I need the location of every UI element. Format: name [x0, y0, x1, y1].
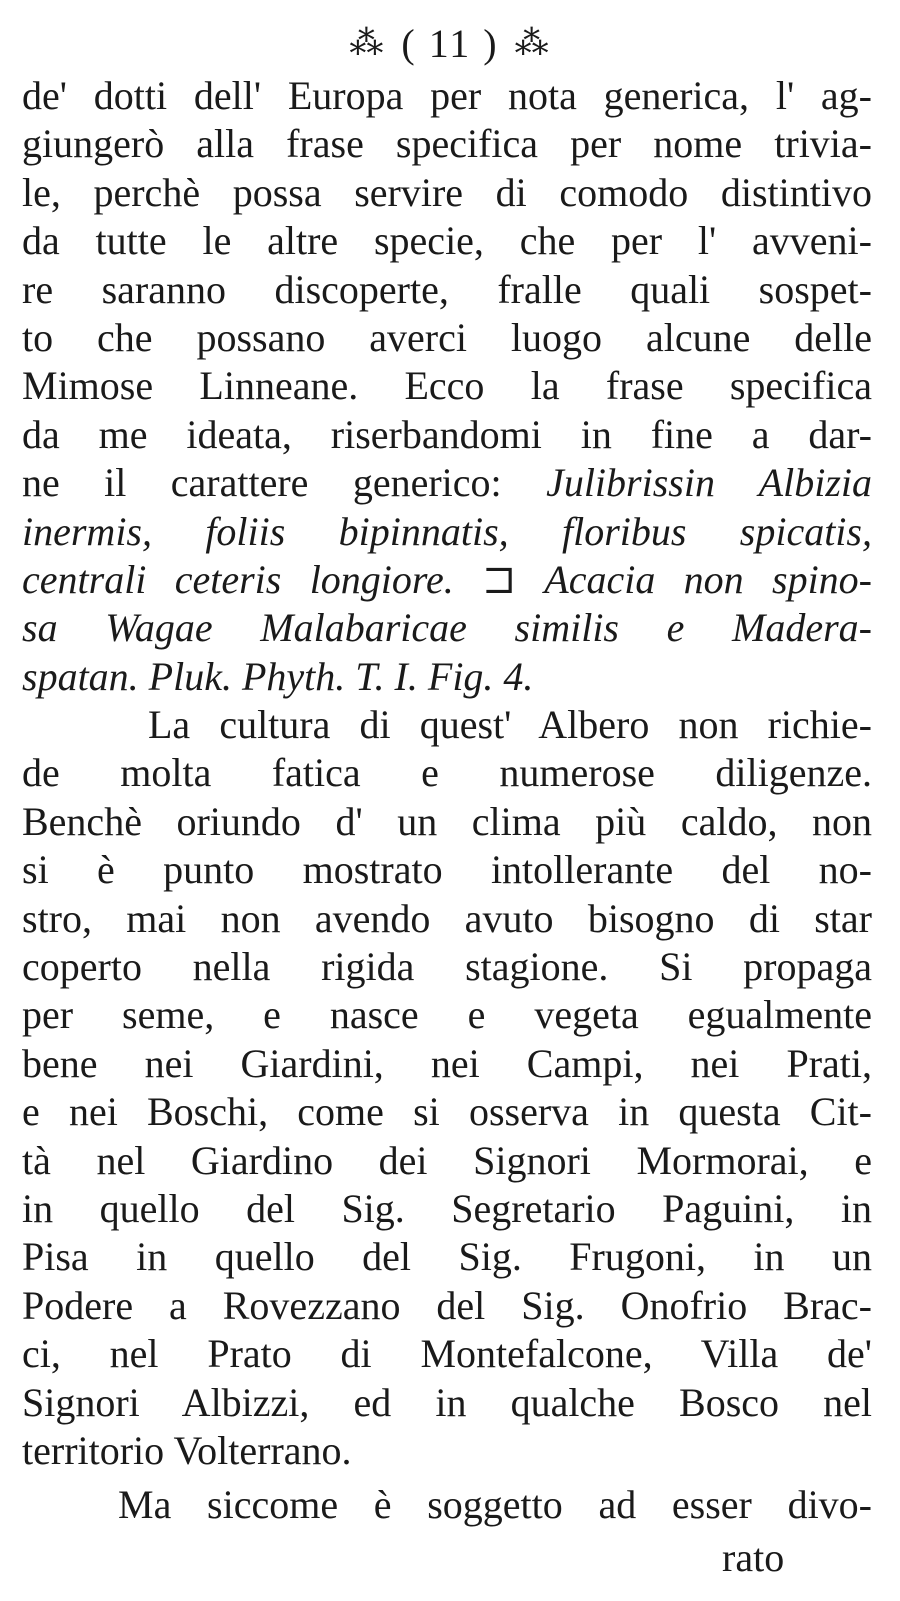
ornament-right-icon: ⁂ [514, 24, 551, 62]
text-line: La cultura di quest' Albero non richie- [148, 702, 872, 748]
text-line: giungerò alla frase specifica per nome trivia- [22, 121, 872, 167]
text-line [22, 459, 872, 507]
text-line: Pisa in quello del Sig. Frugoni, in un [22, 1234, 872, 1280]
text-line: de molta fatica e numerose diligenze. [22, 750, 872, 796]
text-segment: ne il carattere generico: [22, 460, 502, 506]
text-line: da tutte le altre specie, che per l' avveni- [22, 218, 872, 264]
text-line: in quello del Sig. Segretario Paguini, in [22, 1185, 872, 1231]
text-segment: centrali ceteris longiore. ⊐ [22, 556, 516, 602]
text-line: de' dotti dell' Europa per nota generica, l' ag- [22, 73, 872, 118]
text-line: e nei Boschi, come si osserva in questa Cit- [22, 1089, 872, 1135]
body-text [22, 72, 872, 1530]
text-line: territorio Volterrano. [22, 1427, 352, 1473]
species-name: Julibrissin Albizia [546, 460, 872, 506]
text-line: Signori Albizzi, ed in qualche Bosco nel [22, 1379, 872, 1425]
text-line: spatan. Pluk. Phyth. T. I. Fig. 4. [22, 653, 534, 699]
text-line [22, 556, 872, 604]
catchword: rato [722, 1535, 785, 1580]
text-line: ci, nel Prato di Montefalcone, Villa de' [22, 1331, 872, 1377]
text-line: Ma siccome è soggetto ad esser divo- [118, 1482, 872, 1528]
text-line: per seme, e nasce e vegeta egualmente [22, 992, 872, 1038]
text-line: coperto nella rigida stagione. Si propaga [22, 944, 872, 990]
text-line: si è punto mostrato intollerante del no- [22, 847, 872, 893]
text-line: da me ideata, riserbandomi in fine a dar- [22, 411, 872, 457]
page-number: ( 11 ) [401, 20, 499, 66]
text-line: Mimose Linneane. Ecco la frase specifica [22, 363, 872, 409]
text-line: stro, mai non avendo avuto bisogno di star [22, 895, 872, 941]
text-line: tà nel Giardino dei Signori Mormorai, e [22, 1137, 872, 1183]
text-line: to che possano averci luogo alcune delle [22, 314, 872, 360]
text-line: le, perchè possa servire di comodo distintivo [22, 169, 872, 215]
text-line: Podere a Rovezzano del Sig. Onofrio Brac- [22, 1282, 872, 1328]
text-line: Benchè oriundo d' un clima più caldo, non [22, 798, 872, 844]
page-header [0, 12, 900, 72]
text-line: bene nei Giardini, nei Campi, nei Prati, [22, 1040, 872, 1086]
text-line: re saranno discoperte, fralle quali sospet- [22, 266, 872, 312]
text-line: inermis, foliis bipinnatis, floribus spicatis, [22, 508, 872, 554]
text-line: sa Wagae Malabaricae similis e Madera- [22, 605, 872, 651]
ornament-left-icon: ⁂ [349, 24, 386, 62]
synonym-name: Acacia non spino- [544, 556, 872, 602]
